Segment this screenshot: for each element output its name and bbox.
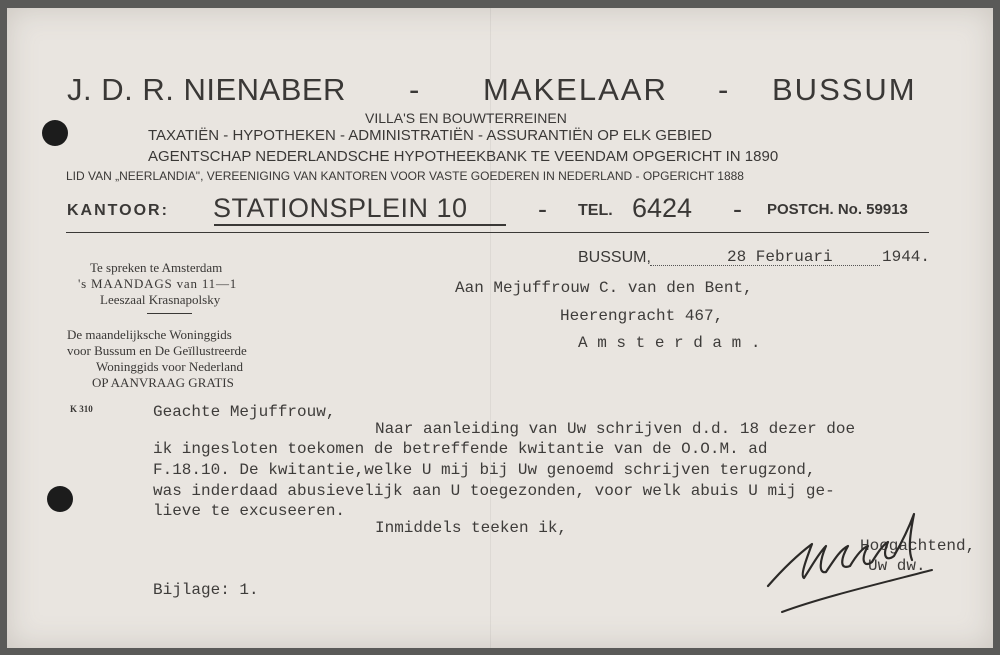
letterhead-services: TAXATIËN - HYPOTHEKEN - ADMINISTRATIËN - ASSURANTIËN OP ELK GEBIED: [148, 127, 712, 144]
postcheque-number: POSTCH. No. 59913: [767, 201, 908, 218]
letter-date: 28 Februari: [727, 248, 833, 266]
form-code: K 310: [70, 404, 93, 414]
company-profession: MAKELAAR: [483, 72, 668, 107]
letter-year: 1944.: [882, 248, 931, 266]
body-line: was inderdaad abusievelijk aan U toegezonden, voor welk abuis U mij ge-: [153, 482, 835, 500]
woninggids-line: voor Bussum en De Geïllustreerde: [67, 343, 247, 358]
place-label: BUSSUM,: [578, 249, 651, 266]
closing-line: Uw dw.: [868, 557, 926, 575]
office-label: KANTOOR:: [67, 202, 169, 219]
closing-line: Hoogachtend,: [860, 537, 976, 555]
header-rule: [66, 232, 929, 233]
handwritten-signature: [760, 490, 940, 620]
recipient-street: Heerengracht 467,: [560, 307, 724, 325]
office-hours-line: Leeszaal Krasnapolsky: [100, 292, 221, 307]
woninggids-line: OP AANVRAAG GRATIS: [92, 375, 234, 390]
header-separator: -: [409, 72, 420, 107]
enclosure-note: Bijlage: 1.: [153, 581, 259, 599]
tel-label: TEL.: [578, 202, 613, 219]
header-separator: -: [733, 194, 742, 224]
sidebar-divider: [147, 313, 192, 314]
punch-hole-top: [42, 120, 68, 146]
office-hours-line: Te spreken te Amsterdam: [90, 260, 223, 275]
header-separator: -: [718, 72, 729, 107]
body-line: F.18.10. De kwitantie,welke U mij bij Uw genoemd schrijven terugzond,: [153, 461, 816, 479]
company-town: BUSSUM: [772, 72, 917, 107]
company-name: J. D. R. NIENABER: [67, 72, 346, 107]
woninggids-line: Woninggids voor Nederland: [96, 359, 243, 374]
letterhead-agency: AGENTSCHAP NEDERLANDSCHE HYPOTHEEKBANK TE VEENDAM OPGERICHT IN 1890: [148, 148, 779, 165]
office-address: STATIONSPLEIN 10: [213, 193, 468, 223]
body-line: lieve te excuseeren.: [153, 502, 346, 520]
header-separator: -: [538, 194, 547, 224]
salutation: Geachte Mejuffrouw,: [153, 403, 336, 421]
address-underline: [214, 224, 506, 226]
body-line: Inmiddels teeken ik,: [375, 519, 568, 537]
letterhead-membership: LID VAN „NEERLANDIA", VEREENIGING VAN KANTOREN VOOR VASTE GOEDEREN IN NEDERLAND - OPGERICHT 1888: [66, 169, 744, 183]
office-hours-line: 's MAANDAGS van 11—1: [78, 276, 238, 291]
tel-number: 6424: [632, 193, 693, 223]
recipient-name: Aan Mejuffrouw C. van den Bent,: [455, 279, 753, 297]
body-line: ik ingesloten toekomen de betreffende kwitantie van de O.O.M. ad: [153, 440, 768, 458]
body-line: Naar aanleiding van Uw schrijven d.d. 18 dezer doe: [375, 420, 856, 438]
letterhead-subtitle: VILLA'S EN BOUWTERREINEN: [365, 110, 567, 126]
recipient-city: A m s t e r d a m .: [578, 334, 761, 352]
punch-hole-bottom: [47, 486, 73, 512]
woninggids-line: De maandelijksche Woninggids: [67, 327, 232, 342]
